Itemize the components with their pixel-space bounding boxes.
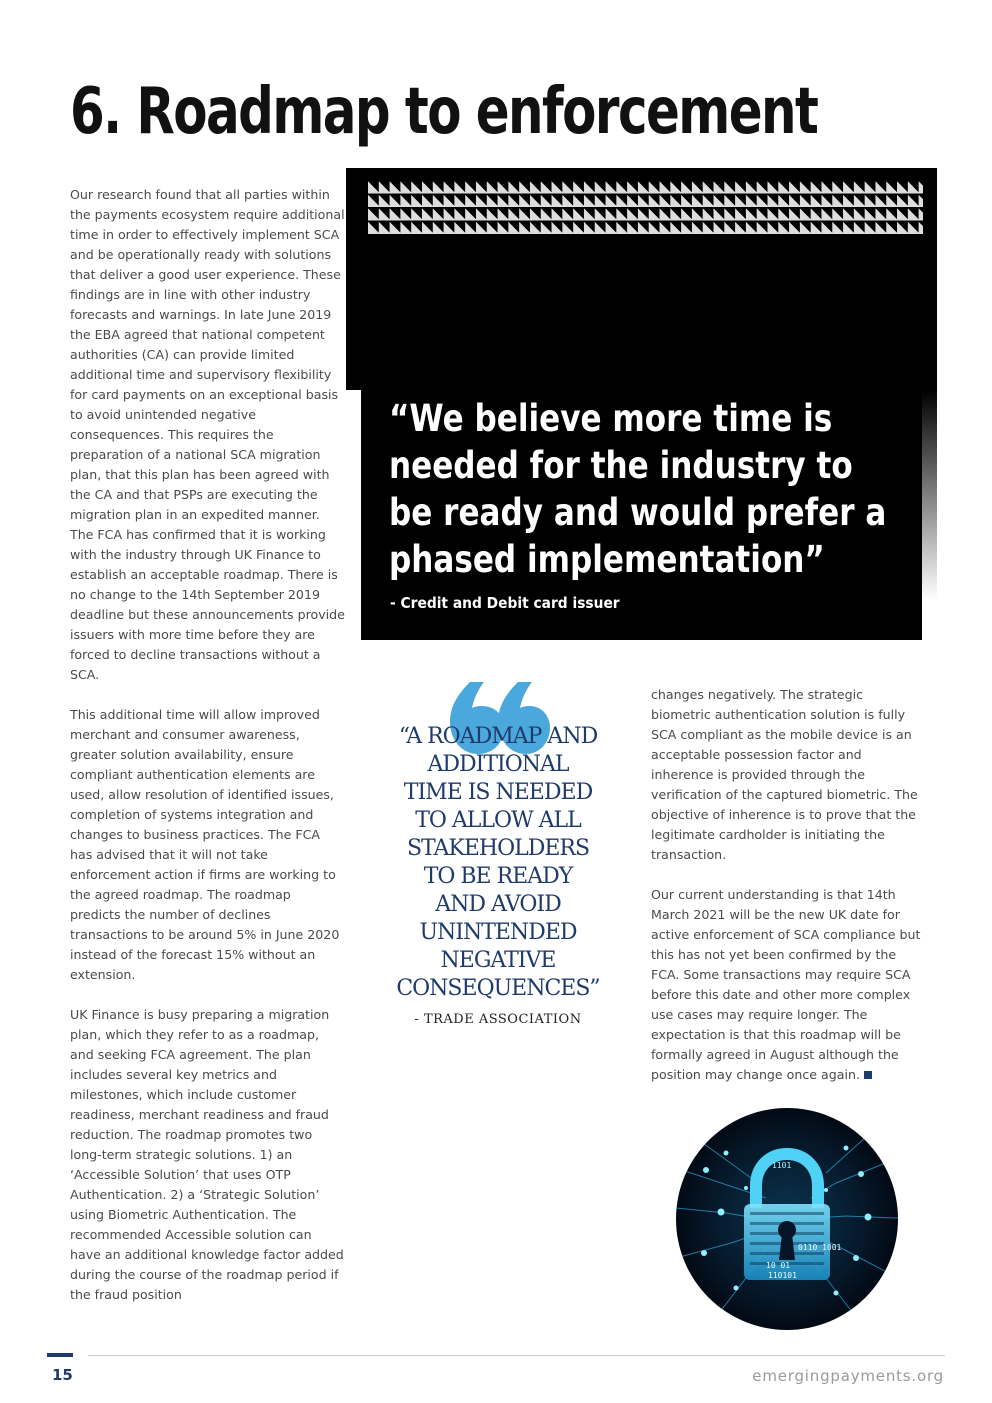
- left-column: [70, 185, 345, 1325]
- paragraph: [651, 885, 923, 1085]
- footer-divider: [88, 1355, 945, 1356]
- pull-quote-line: NEGATIVE: [440, 948, 556, 973]
- end-mark-icon: [864, 1071, 872, 1079]
- pull-quote-line: UNINTENDED: [419, 920, 577, 945]
- paragraph: UK Finance is busy preparing a migration plan, which they refer to as a roadmap, and seeking FCA agreement. The plan includes several key metrics and milestones, which include customer readiness, merchant readiness and fraud reduction. The roadmap promotes two long-term strategic solutions. 1) an ‘Accessible Solution’ that uses OTP Authentication. 2) a ‘Strategic Solution’ using Biometric Authentication. The recommended Accessible solution can have an additional knowledge factor added during the course of the roadmap period if the fraud position: [70, 1007, 344, 1302]
- pull-quote-line: ADDITIONAL: [427, 752, 569, 777]
- feature-quote: [389, 395, 887, 583]
- right-column: [651, 685, 923, 1105]
- feature-quote-attribution: - Credit and Debit card issuer: [390, 594, 620, 612]
- lock-digits: 110101: [768, 1271, 797, 1280]
- lock-digits: 0110 1001: [798, 1243, 842, 1252]
- page-number: 15: [52, 1366, 73, 1384]
- pull-quote-line: STAKEHOLDERS: [406, 836, 590, 861]
- padlock-icon: [676, 1108, 898, 1330]
- paragraph: Our research found that all parties within the payments ecosystem require additional time in order to effectively implement SCA and be operationally ready with solutions that deliver a good user experience. These findings are in line with other industry forecasts and warnings. In late June 2019 the EBA agreed that national competent authorities (CA) can provide limited additional time and supervisory flexibility for card payments on an exceptional basis to avoid unintended negative consequences. This requires the preparation of a national SCA migration plan, that this plan has been agreed with the CA and that PSPs are executing the migration plan in an expedited manner. The FCA has confirmed that it is working with the industry through UK Finance to establish an acceptable roadmap. There is no change to the 14th September 2019 deadline but these announcements provide issuers with more time before they are forced to decline transactions without a SCA.: [70, 187, 345, 682]
- triangle-pattern: [368, 180, 923, 234]
- feature-quote-line: phased implementation”: [389, 538, 825, 581]
- lock-digits: 1101: [772, 1161, 792, 1170]
- feature-quote-line: be ready and would prefer a: [389, 491, 887, 534]
- pull-quote: [383, 723, 613, 1003]
- site-url[interactable]: emergingpayments.org: [752, 1367, 944, 1385]
- pull-quote-line: TO ALLOW ALL: [415, 808, 581, 833]
- paragraph-text: Our current understanding is that 14th March 2021 will be the new UK date for active enforcement of SCA compliance but this has not yet been confirmed by the FCA. Some transactions may require SCA before this date and other more complex use cases may require longer. The expectation is that this roadmap will be formally agreed in August although the position may change once again.: [651, 887, 921, 1082]
- paragraph: changes negatively. The strategic biometric authentication solution is fully SCA compliant as the mobile device is an acceptable possession factor and inherence is provided through the verification of the captured biometric. The objective of inherence is to prove that the legitimate cardholder is initiating the transaction.: [651, 687, 918, 862]
- pull-quote-line: TIME IS NEEDED: [403, 780, 593, 805]
- pull-quote-line: AND AVOID: [435, 892, 561, 917]
- pull-quote-line: CONSEQUENCES”: [396, 976, 600, 1001]
- lock-digits: 10 01: [766, 1261, 791, 1270]
- quote-banner-fade: [922, 390, 937, 600]
- page-title: 6. Roadmap to enforcement: [70, 75, 818, 149]
- pull-quote-attribution: - TRADE ASSOCIATION: [414, 1012, 582, 1027]
- feature-quote-line: “We believe more time is: [389, 397, 833, 440]
- pull-quote-line: “A ROADMAP AND: [398, 724, 598, 749]
- footer-accent: [47, 1353, 73, 1357]
- pull-quote-line: TO BE READY: [423, 864, 573, 889]
- paragraph: This additional time will allow improved merchant and consumer awareness, greater solution availability, ensure compliant authentication elements are used, allow resolution of identified issues, completion of systems integration and changes to business practices. The FCA has advised that it will not take enforcement action if firms are working to the agreed roadmap. The roadmap predicts the number of declines transactions to be around 5% in June 2020 instead of the forecast 15% without an extension.: [70, 707, 340, 982]
- feature-quote-line: needed for the industry to: [389, 444, 853, 487]
